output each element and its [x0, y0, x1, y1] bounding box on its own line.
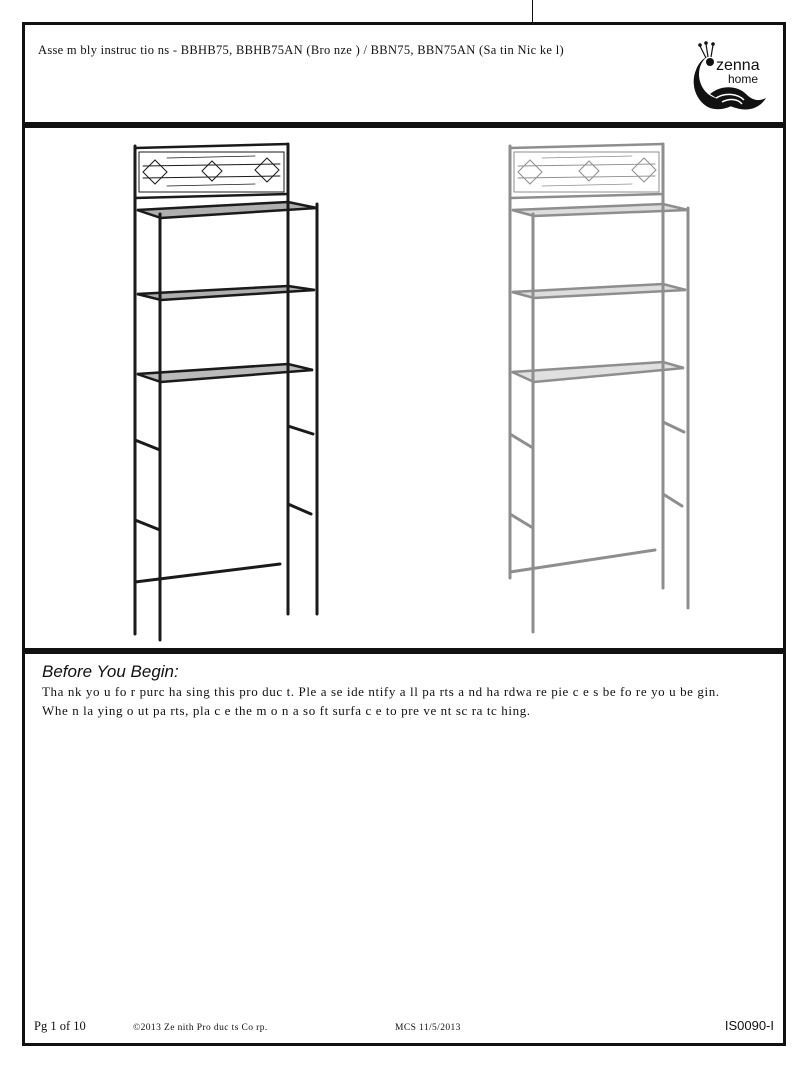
mcs-date: MCS 11/5/2013	[395, 1023, 461, 1033]
logo-brand-text: zenna	[716, 57, 760, 74]
copyright: ©2013 Ze nith Pro duc ts Co rp.	[133, 1023, 268, 1033]
page-number: Pg 1 of 10	[34, 1019, 86, 1033]
product-image-bronze	[125, 138, 325, 644]
section-divider	[25, 648, 783, 654]
document-title: Asse m bly instruc tio ns - BBHB75, BBHB75AN (Bro nze ) / BBN75, BBN75AN (Sa tin Nic ke l)	[38, 43, 564, 57]
document-id: IS0090-I	[724, 1018, 774, 1033]
product-image-satin-nickel	[500, 138, 700, 638]
instruction-line-1: Tha nk yo u fo r purc ha sing this pro duc t. Ple a se ide ntify a ll pa rts a nd ha rdwa re pie c e s be fo re yo u be gin.	[42, 684, 720, 699]
section-title: Before You Begin:	[42, 662, 179, 681]
zenna-home-logo	[686, 36, 776, 118]
instruction-line-2: Whe n la ying o ut pa rts, pla c e the m o n a so ft surfa c e to pre ve nt sc ra tc hing.	[42, 703, 531, 718]
header-divider	[25, 122, 783, 128]
crop-mark	[532, 0, 533, 22]
logo-sub-text: home	[728, 72, 759, 86]
